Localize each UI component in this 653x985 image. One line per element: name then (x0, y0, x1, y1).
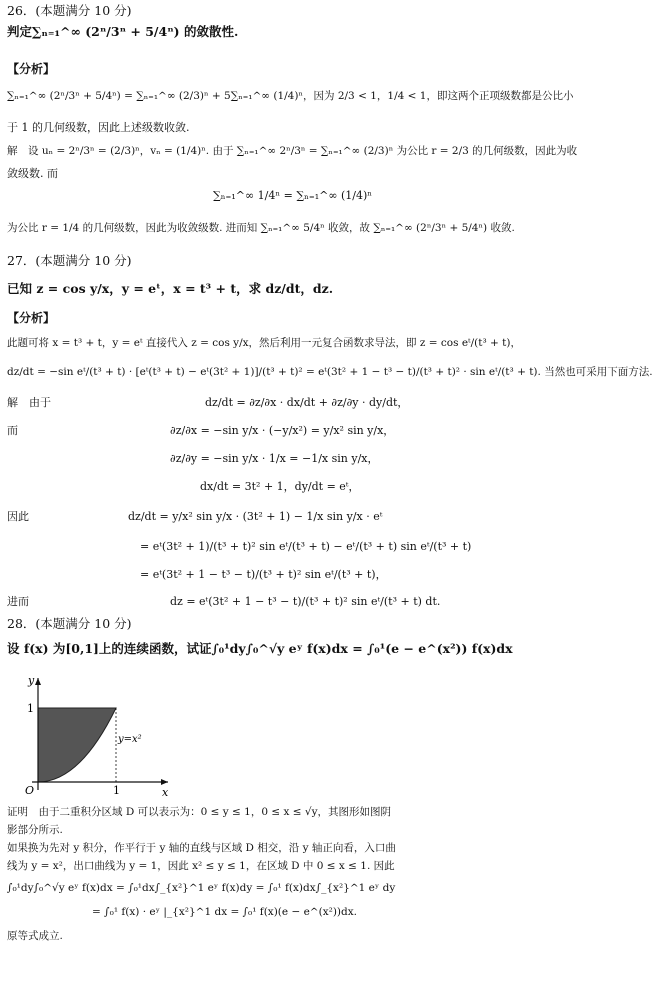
q28-proof-line2: 影部分所示. (7, 824, 63, 836)
q28-proof-line4: 线为 y = x²，出口曲线为 y = 1，因此 x² ≤ y ≤ 1，在区域 D 中 0 ≤ x ≤ 1. 因此 (7, 860, 395, 872)
q26-solution-line2: 敛级数. 而 (7, 167, 58, 180)
q27-prompt: 已知 z = cos y/x，y = eᵗ，x = t³ + t，求 dz/dt，dz. (7, 281, 334, 296)
q27-eq-dz: dz = eᵗ(3t² + 1 − t³ − t)/(t³ + t)² sin eᵗ/(t³ + t) dt. (170, 595, 441, 608)
q27-eq-dxdt: dx/dt = 3t² + 1，dy/dt = eᵗ， (200, 480, 360, 493)
shaded-region-d (38, 708, 116, 782)
q27-analysis-line2: dz/dt = −sin eᵗ/(t³ + t) · [eᵗ(t³ + t) − eᵗ(3t² + 1)]/(t³ + t)² = eᵗ(3t² + 1 − t³ − t)/(t³ + t)² · sin eᵗ/(t³ + t). 当然也可采用下面方法. (7, 366, 653, 378)
q27-and-label: 而 (7, 424, 18, 437)
q28-proof-end: 原等式成立. (7, 930, 63, 942)
y-axis-label: y (28, 674, 35, 687)
x-axis-arrow (161, 779, 168, 785)
q28-proof-line1: 证明 由于二重积分区域 D 可以表示为：0 ≤ y ≤ 1，0 ≤ x ≤ √y，其图形如图阴 (7, 806, 392, 818)
q28-proof-line3: 如果换为先对 y 积分，作平行于 y 轴的直线与区域 D 相交，沿 y 轴正向看，入口曲 (7, 842, 396, 854)
q26-title: 26．(本题满分 10 分) (7, 3, 132, 18)
q26-prompt: 判定∑ₙ₌₁^∞ (2ⁿ/3ⁿ + 5/4ⁿ) 的敛散性. (7, 24, 239, 39)
q27-further-label: 进而 (7, 595, 29, 608)
q27-eq-dzdt-3: = eᵗ(3t² + 1 − t³ − t)/(t³ + t)² sin eᵗ/(t³ + t)， (140, 568, 387, 581)
q27-solution-label: 解 由于 (7, 396, 51, 409)
q28-proof-equation1: ∫₀¹dy∫₀^√y eʸ f(x)dx = ∫₀¹dx∫_{x²}^1 eʸ f(x)dy = ∫₀¹ f(x)dx∫_{x²}^1 eʸ dy (7, 882, 396, 894)
q27-eq-chain-rule: dz/dt = ∂z/∂x · dx/dt + ∂z/∂y · dy/dt， (205, 396, 409, 409)
q28-title: 28．(本题满分 10 分) (7, 616, 132, 631)
q27-title: 27．(本题满分 10 分) (7, 253, 132, 268)
x-axis-label: x (162, 786, 169, 799)
q28-proof-equation2: = ∫₀¹ f(x) · eʸ |_{x²}^1 dx = ∫₀¹ f(x)(e − e^(x²))dx. (92, 906, 358, 918)
q27-thus-label: 因此 (7, 510, 29, 523)
q26-analysis-line2: 于 1 的几何级数，因此上述级数收敛. (7, 121, 190, 134)
q26-solution-line3: 为公比 r = 1/4 的几何级数，因此为收敛级数. 进而知 ∑ₙ₌₁^∞ 5/4ⁿ 收敛，故 ∑ₙ₌₁^∞ (2ⁿ/3ⁿ + 5/4ⁿ) 收敛. (7, 222, 515, 234)
tick-x-label: 1 (113, 784, 120, 797)
q26-analysis-tag: 【分析】 (7, 62, 56, 76)
q27-eq-partial-y: ∂z/∂y = −sin y/x · 1/x = −1/x sin y/x， (170, 452, 379, 465)
q27-analysis-line1: 此题可将 x = t³ + t，y = eᵗ 直接代入 z = cos y/x，然后利用一元复合函数求导法，即 z = cos eᵗ/(t³ + t)， (7, 337, 521, 349)
tick-y-label: 1 (27, 702, 34, 715)
curve-label: y=x² (118, 734, 142, 745)
q26-solution-equation: ∑ₙ₌₁^∞ 1/4ⁿ = ∑ₙ₌₁^∞ (1/4)ⁿ (212, 189, 373, 202)
q27-eq-dzdt-1: dz/dt = y/x² sin y/x · (3t² + 1) − 1/x sin y/x · eᵗ (128, 510, 383, 523)
region-d-figure (10, 672, 180, 797)
y-axis-arrow (35, 678, 41, 685)
q27-eq-dzdt-2: = eᵗ(3t² + 1)/(t³ + t)² sin eᵗ/(t³ + t) − eᵗ/(t³ + t) sin eᵗ/(t³ + t) (140, 540, 472, 553)
q27-analysis-tag: 【分析】 (7, 311, 56, 325)
q28-prompt: 设 f(x) 为[0,1]上的连续函数，试证∫₀¹dy∫₀^√y eʸ f(x)dx = ∫₀¹(e − e^(x²)) f(x)dx (7, 641, 513, 656)
origin-label: O (25, 784, 35, 797)
q26-solution-line1: 解 设 uₙ = 2ⁿ/3ⁿ = (2/3)ⁿ，vₙ = (1/4)ⁿ. 由于 ∑ₙ₌₁^∞ 2ⁿ/3ⁿ = ∑ₙ₌₁^∞ (2/3)ⁿ 为公比 r = 2/3 的几何级数，因此为收 (7, 145, 578, 157)
q27-eq-partial-x: ∂z/∂x = −sin y/x · (−y/x²) = y/x² sin y/x， (170, 424, 395, 437)
q26-analysis-line1: ∑ₙ₌₁^∞ (2ⁿ/3ⁿ + 5/4ⁿ) = ∑ₙ₌₁^∞ (2/3)ⁿ + 5∑ₙ₌₁^∞ (1/4)ⁿ，因为 2/3 < 1，1/4 < 1，即这两个正项级数都是公比小 (7, 90, 574, 102)
